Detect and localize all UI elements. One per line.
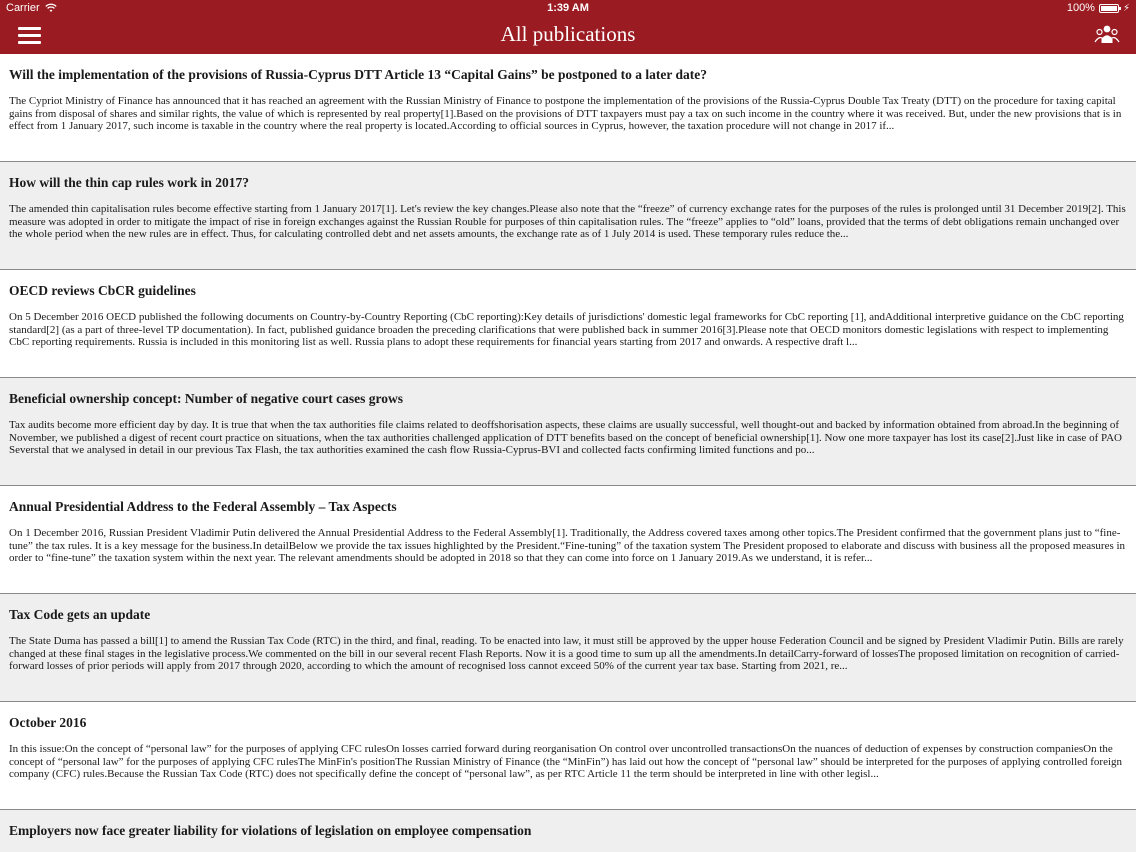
publication-title: October 2016 xyxy=(9,715,87,730)
publication-title: Employers now face greater liability for violations of legislation on employee compensation xyxy=(9,823,532,838)
publication-item[interactable] xyxy=(0,270,1136,378)
status-bar xyxy=(0,0,1136,18)
people-group-icon[interactable] xyxy=(1094,22,1120,48)
publication-title: OECD reviews CbCR guidelines xyxy=(9,283,196,298)
publication-title: Annual Presidential Address to the Federal Assembly – Tax Aspects xyxy=(9,499,397,514)
page-title: All publications xyxy=(500,22,636,46)
publication-excerpt: In this issue:On the concept of “personal law” for the purposes of applying CFC rulesOn losses carried forward during reorganisation On control over uncontrolled transactionsOn the nuances of deduction of expenses by construction companiesOn the concept of “personal law” for the purposes of applying CFC rulesThe MinFin's positionThe Russian Ministry of Finance (the “MinFin”) has laid out how the concept of “personal law” should be interpreted for the purposes of applying controlled foreign company (CFC) rules.Because the Russian Tax Code (RTC) does not specifically define the concept of “personal law”, as per RTC Article 11 the term should be interpreted in line with other legisl... xyxy=(9,743,1123,780)
carrier-label: Carrier xyxy=(6,2,40,14)
publication-item[interactable] xyxy=(0,702,1136,810)
publication-item[interactable] xyxy=(0,594,1136,702)
nav-bar xyxy=(0,0,1136,54)
battery-icon xyxy=(1099,4,1119,13)
publication-item[interactable] xyxy=(0,378,1136,486)
status-right xyxy=(1067,2,1130,14)
publication-item[interactable] xyxy=(0,54,1136,162)
publication-excerpt: The amended thin capitalisation rules become effective starting from 1 January 2017[1]. Let's review the key changes.Please also note that the “freeze” of currency exchange rates for the purposes of the rules is prolonged until 31 December 2019[2]. This measure was adopted in order to mitigate the impact of rise in foreign exchanges against the Russian Rouble for purposes of thin capitalisation rules. The “freeze” applies to “old” loans, provided that the terms of debt obligations remain unchanged over the whole period when the new rules are in effect. Thus, for calculating controlled debt and net assets amounts, the exchange rate as of 1 July 2014 is used. These temporary rules reduce the... xyxy=(9,203,1126,240)
battery-percent: 100% xyxy=(1066,2,1095,14)
status-time: 1:39 AM xyxy=(547,2,589,14)
publication-title: Will the implementation of the provisions of Russia-Cyprus DTT Article 13 “Capital Gains” be postponed to a later date? xyxy=(9,67,708,82)
charging-icon: ⚡ xyxy=(1122,2,1130,14)
publication-item[interactable] xyxy=(0,486,1136,594)
publication-title: Tax Code gets an update xyxy=(9,607,151,622)
publication-excerpt: The State Duma has passed a bill[1] to amend the Russian Tax Code (RTC) in the third, and final, reading. To be enacted into law, it must still be approved by the upper house Federation Council and be signed by President Vladimir Putin. Bills are rarely changed at these final stages in the legislative process.We commented on the bill in our several recent Flash Reports. Now it is a good time to sum up all the amendments.In detailCarry-forward of lossesThe proposed limitation on recognition of carried-forward losses of prior periods will apply from 2017 through 2020, according to which the amount of recognised loss cannot exceed 50% of the current year tax base. Starting from 2021, re... xyxy=(9,635,1124,672)
publication-item[interactable] xyxy=(0,810,1136,852)
publication-list xyxy=(0,54,1136,852)
publication-item[interactable] xyxy=(0,162,1136,270)
publication-excerpt: Tax audits become more efficient day by day. It is true that when the tax authorities file claims related to deoffshorisation aspects, these claims are usually successful, well thought-out and backed by information obtained from abroad.In the beginning of November, we published a digest of recent court practice on situations, when the tax authorities challenged application of DTT benefits based on the concept of beneficial ownership[1]. Now one more taxpayer has lost its case[2].Just like in case of PAO Severstal that we analysed in detail in our previous Tax Flash, the tax authorities examined the cash flow Russia-Cyprus-BVI and collected facts confirming limited functions and po... xyxy=(9,419,1122,456)
publication-title: How will the thin cap rules work in 2017? xyxy=(9,175,250,190)
publication-excerpt: On 5 December 2016 OECD published the following documents on Country-by-Country Reporting (CbC reporting):Key details of jurisdictions' domestic legal frameworks for CbC reporting [1], andAdditional interpretive guidance on the CbC reporting standard[2] (as a part of three-level TP documentation). In fact, published guidance broaden the preceding clarifications that were published back in summer 2016[3].Please note that OECD monitors domestic legislations with respect to implementing CbC reporting requirements. Russia is included in this monitoring list as well. Russia plans to adopt these requirements for financial years starting from 2017 and onwards. A respective draft l... xyxy=(9,311,1124,348)
publication-excerpt: On 1 December 2016, Russian President Vladimir Putin delivered the Annual Presidential Address to the Federal Assembly[1]. Traditionally, the Address covered taxes among other topics.The President confirmed that the government plans just to “fine-tune” the tax rules. It is a key message for the business.In detailBelow we provide the tax issues highlighted by the President.“Fine-tuning” of the taxation system The President proposed to elaborate and discuss with business all the proposed measures in order to “fine-tune” the taxation system within the next year. The relevant amendments should be adopted in 2018 so that they can come into force on 1 January 2019.As we understand, it is refer... xyxy=(9,527,1126,564)
publication-excerpt: The Cypriot Ministry of Finance has announced that it has reached an agreement with the Russian Ministry of Finance to postpone the implementation of the provisions of the Russia-Cyprus Double Tax Treaty (DTT) on the procedure for taxing capital gains from disposal of shares and similar rights, the value of which is represented by real property[1].Based on the provisions of DTT taxpayers must pay a tax on such income in the country where it was received. But, under the new provisions that is in effect from 1 January 2017, such income is taxable in the country where the real property is located.According to official sources in Cyprus, however, the taxation procedure will not change in 2017 if... xyxy=(9,95,1122,132)
publication-title: Beneficial ownership concept: Number of negative court cases grows xyxy=(9,391,403,406)
